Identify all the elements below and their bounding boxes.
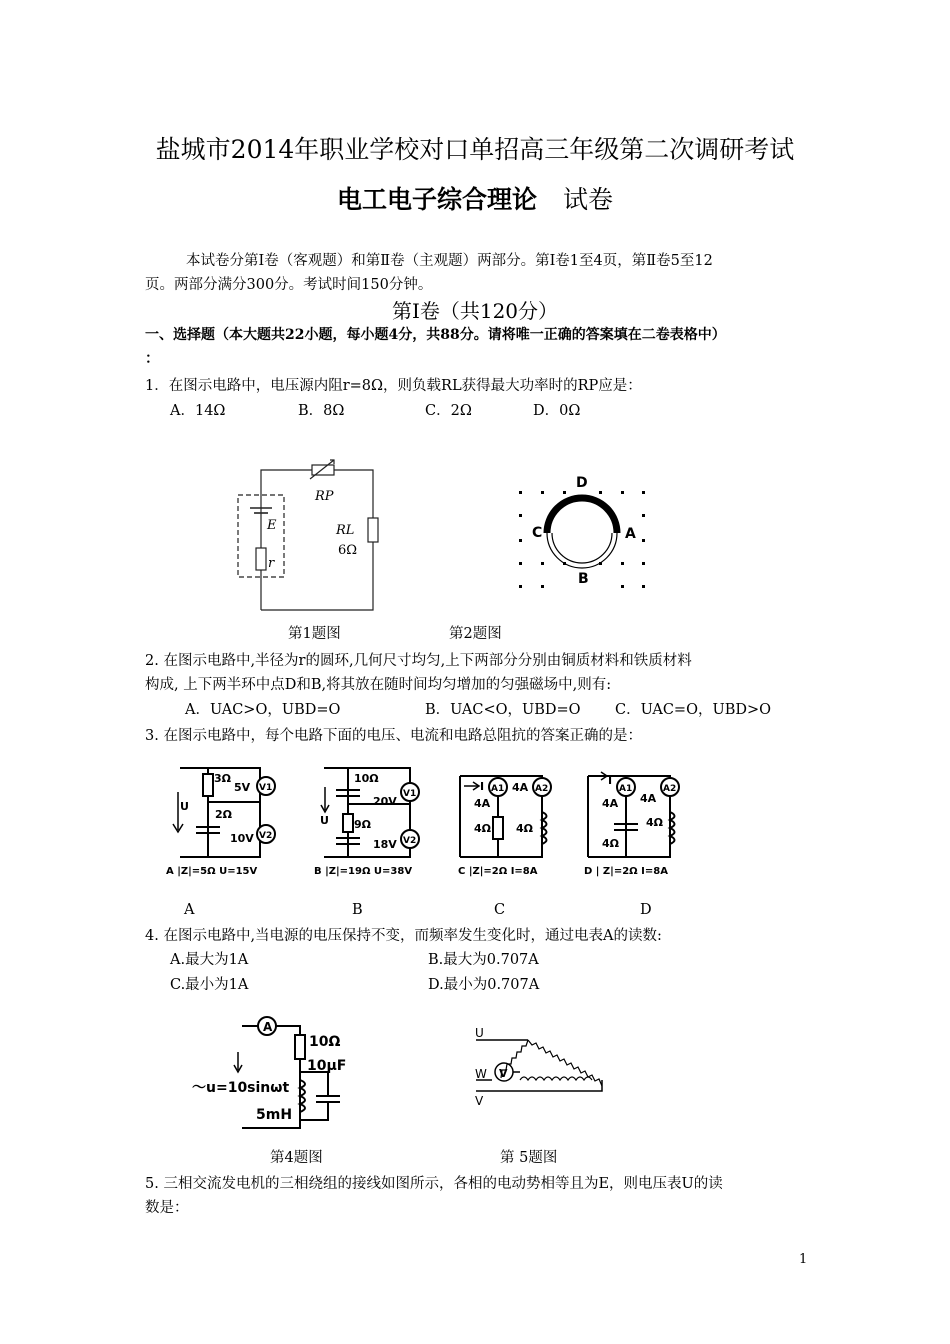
fig2-ring xyxy=(510,470,660,590)
fig5-caption: 第 5题图 xyxy=(500,1150,558,1166)
q2-line-2: 构成, 上下两半环中点D和B,将其放在随时间均匀增加的匀强磁场中,则有: xyxy=(145,677,612,693)
fig3a-v2: 10V xyxy=(230,832,254,845)
q5-line-2: 数是： xyxy=(145,1200,189,1216)
fig4-circuit xyxy=(190,1010,360,1135)
fig4-c-label: 10μF xyxy=(307,1058,347,1074)
page-number: 1 xyxy=(799,1252,808,1267)
fig3d-meter2: A2 xyxy=(663,784,677,794)
paper-suffix: 试卷 xyxy=(563,185,614,214)
fig3c-meter1: A1 xyxy=(491,784,505,794)
fig2-d-label: D xyxy=(576,475,588,491)
q1-option-d: D．0Ω xyxy=(533,403,581,419)
fig2-c-label: C xyxy=(532,525,543,541)
fig1-rl-value: 6Ω xyxy=(338,543,358,558)
fig3d-i1: 4A xyxy=(602,797,619,810)
q3-label-c: C xyxy=(494,902,506,918)
fig3-circuit-c xyxy=(452,762,572,880)
fig3a-u: U xyxy=(180,800,189,813)
fig1-circuit xyxy=(230,455,400,620)
fig3d-caption: D | Z|=2Ω I=8A xyxy=(584,866,668,877)
fig3d-i: I xyxy=(608,774,613,787)
fig3b-v2: 18V xyxy=(373,838,397,851)
intro-line-2: 页。两部分满分300分。考试时间150分钟。 xyxy=(145,277,433,293)
fig3c-r2: 4Ω xyxy=(516,822,534,835)
paper-subject: 电工电子综合理论 xyxy=(336,185,537,214)
fig4-l-label: 5mH xyxy=(256,1107,293,1123)
fig2-b-label: B xyxy=(578,571,589,587)
fig3b-meter2: V2 xyxy=(403,836,417,846)
fig3c-caption: C |Z|=2Ω I=8A xyxy=(458,866,538,877)
fig3a-meter2: V2 xyxy=(259,831,273,841)
fig3c-i: I xyxy=(480,780,485,793)
q5-line-1: 5. 三相交流发电机的三相绕组的接线如图所示，各相的电动势相等且为E，则电压表U的读 xyxy=(145,1176,723,1192)
paper-title xyxy=(0,183,950,217)
q3-label-d: D xyxy=(640,902,652,918)
volume-heading: 第Ⅰ卷（共120分） xyxy=(391,299,559,323)
exam-title: 盐城市2014年职业学校对口单招高三年级第二次调研考试 xyxy=(155,135,795,164)
fig1-caption: 第1题图 xyxy=(288,626,341,642)
fig3c-r1: 4Ω xyxy=(474,822,492,835)
fig3d-meter1: A1 xyxy=(619,784,633,794)
fig3a-meter1: V1 xyxy=(259,783,273,793)
q4-option-c: C.最小为1A xyxy=(170,977,249,993)
q3-stem: 3. 在图示电路中，每个电路下面的电压、电流和电路总阻抗的答案正确的是： xyxy=(145,728,642,744)
q2-option-b: B．UAC<O，UBD=O xyxy=(425,702,581,718)
fig3c-i2: 4A xyxy=(512,781,529,794)
q1-stem: 1．在图示电路中，电压源内阻r=8Ω，则负载RL获得最大功率时的RP应是： xyxy=(145,378,642,394)
fig3c-i1: 4A xyxy=(474,797,491,810)
q4-option-a: A.最大为1A xyxy=(170,952,249,968)
fig4-source-label: ～u=10sinωt xyxy=(192,1080,290,1096)
q2-option-a: A．UAC>O，UBD=O xyxy=(185,702,341,718)
fig1-e-label: E xyxy=(267,518,277,533)
fig4-caption: 第4题图 xyxy=(270,1150,323,1166)
fig3b-r1: 10Ω xyxy=(354,772,379,785)
fig3d-r1: 4Ω xyxy=(602,837,620,850)
fig3b-v1: 20V xyxy=(373,795,397,808)
q4-option-b: B.最大为0.707A xyxy=(428,952,539,968)
fig3c-meter2: A2 xyxy=(535,784,549,794)
fig3b-u: U xyxy=(320,814,329,827)
fig3d-r2: 4Ω xyxy=(646,816,664,829)
fig3b-caption: B |Z|=19Ω U=38V xyxy=(314,866,413,877)
section-heading: 一、选择题（本大题共22小题，每小题4分，共88分。请将唯一正确的答案填在二卷表格中） xyxy=(145,327,726,343)
q1-option-a: A．14Ω xyxy=(170,403,226,419)
fig3-circuit-d xyxy=(580,762,700,880)
fig2-caption: 第2题图 xyxy=(449,626,502,642)
fig3-circuit-a xyxy=(160,762,300,880)
section-heading-cont: ： xyxy=(145,350,160,367)
fig5-w-label: W xyxy=(475,1067,487,1081)
q4-stem: 4. 在图示电路中,当电源的电压保持不变，而频率发生变化时，通过电表A的读数: xyxy=(145,928,662,944)
q1-option-b: B．8Ω xyxy=(298,403,345,419)
intro-line-1: 本试卷分第Ⅰ卷（客观题）和第Ⅱ卷（主观题）两部分。第Ⅰ卷1至4页，第Ⅱ卷5至12 xyxy=(186,253,713,269)
fig1-rl-label: RL xyxy=(336,523,355,538)
fig3b-meter1: V1 xyxy=(403,789,417,799)
fig3a-caption: A |Z|=5Ω U=15V xyxy=(166,866,258,877)
fig4-r-label: 10Ω xyxy=(309,1034,341,1050)
fig5-circuit xyxy=(470,1025,615,1115)
fig1-rp-label: RP xyxy=(315,489,334,504)
q2-option-c: C．UAC=O，UBD>O xyxy=(615,702,772,718)
fig2-a-label: A xyxy=(625,526,636,542)
fig3d-i2: 4A xyxy=(640,792,657,805)
fig5-meter-label: V xyxy=(499,1067,508,1080)
fig3a-r1: 3Ω xyxy=(214,772,232,785)
fig4-meter-label: A xyxy=(263,1020,273,1034)
fig3b-r2: 9Ω xyxy=(354,818,372,831)
fig5-v-label: V xyxy=(475,1094,484,1108)
fig5-u-label: U xyxy=(475,1026,484,1040)
fig3a-v1: 5V xyxy=(234,781,251,794)
q3-label-b: B xyxy=(352,902,363,918)
fig1-r-label: r xyxy=(268,556,275,571)
q4-option-d: D.最小为0.707A xyxy=(428,977,540,993)
fig3a-r2: 2Ω xyxy=(215,808,233,821)
q3-label-a: A xyxy=(184,902,195,918)
fig3-circuit-b xyxy=(310,762,450,880)
q2-line-1: 2. 在图示电路中,半径为r的圆环,几何尺寸均匀,上下两部分分别由铜质材料和铁质材料 xyxy=(145,653,692,669)
q1-option-c: C．2Ω xyxy=(425,403,472,419)
